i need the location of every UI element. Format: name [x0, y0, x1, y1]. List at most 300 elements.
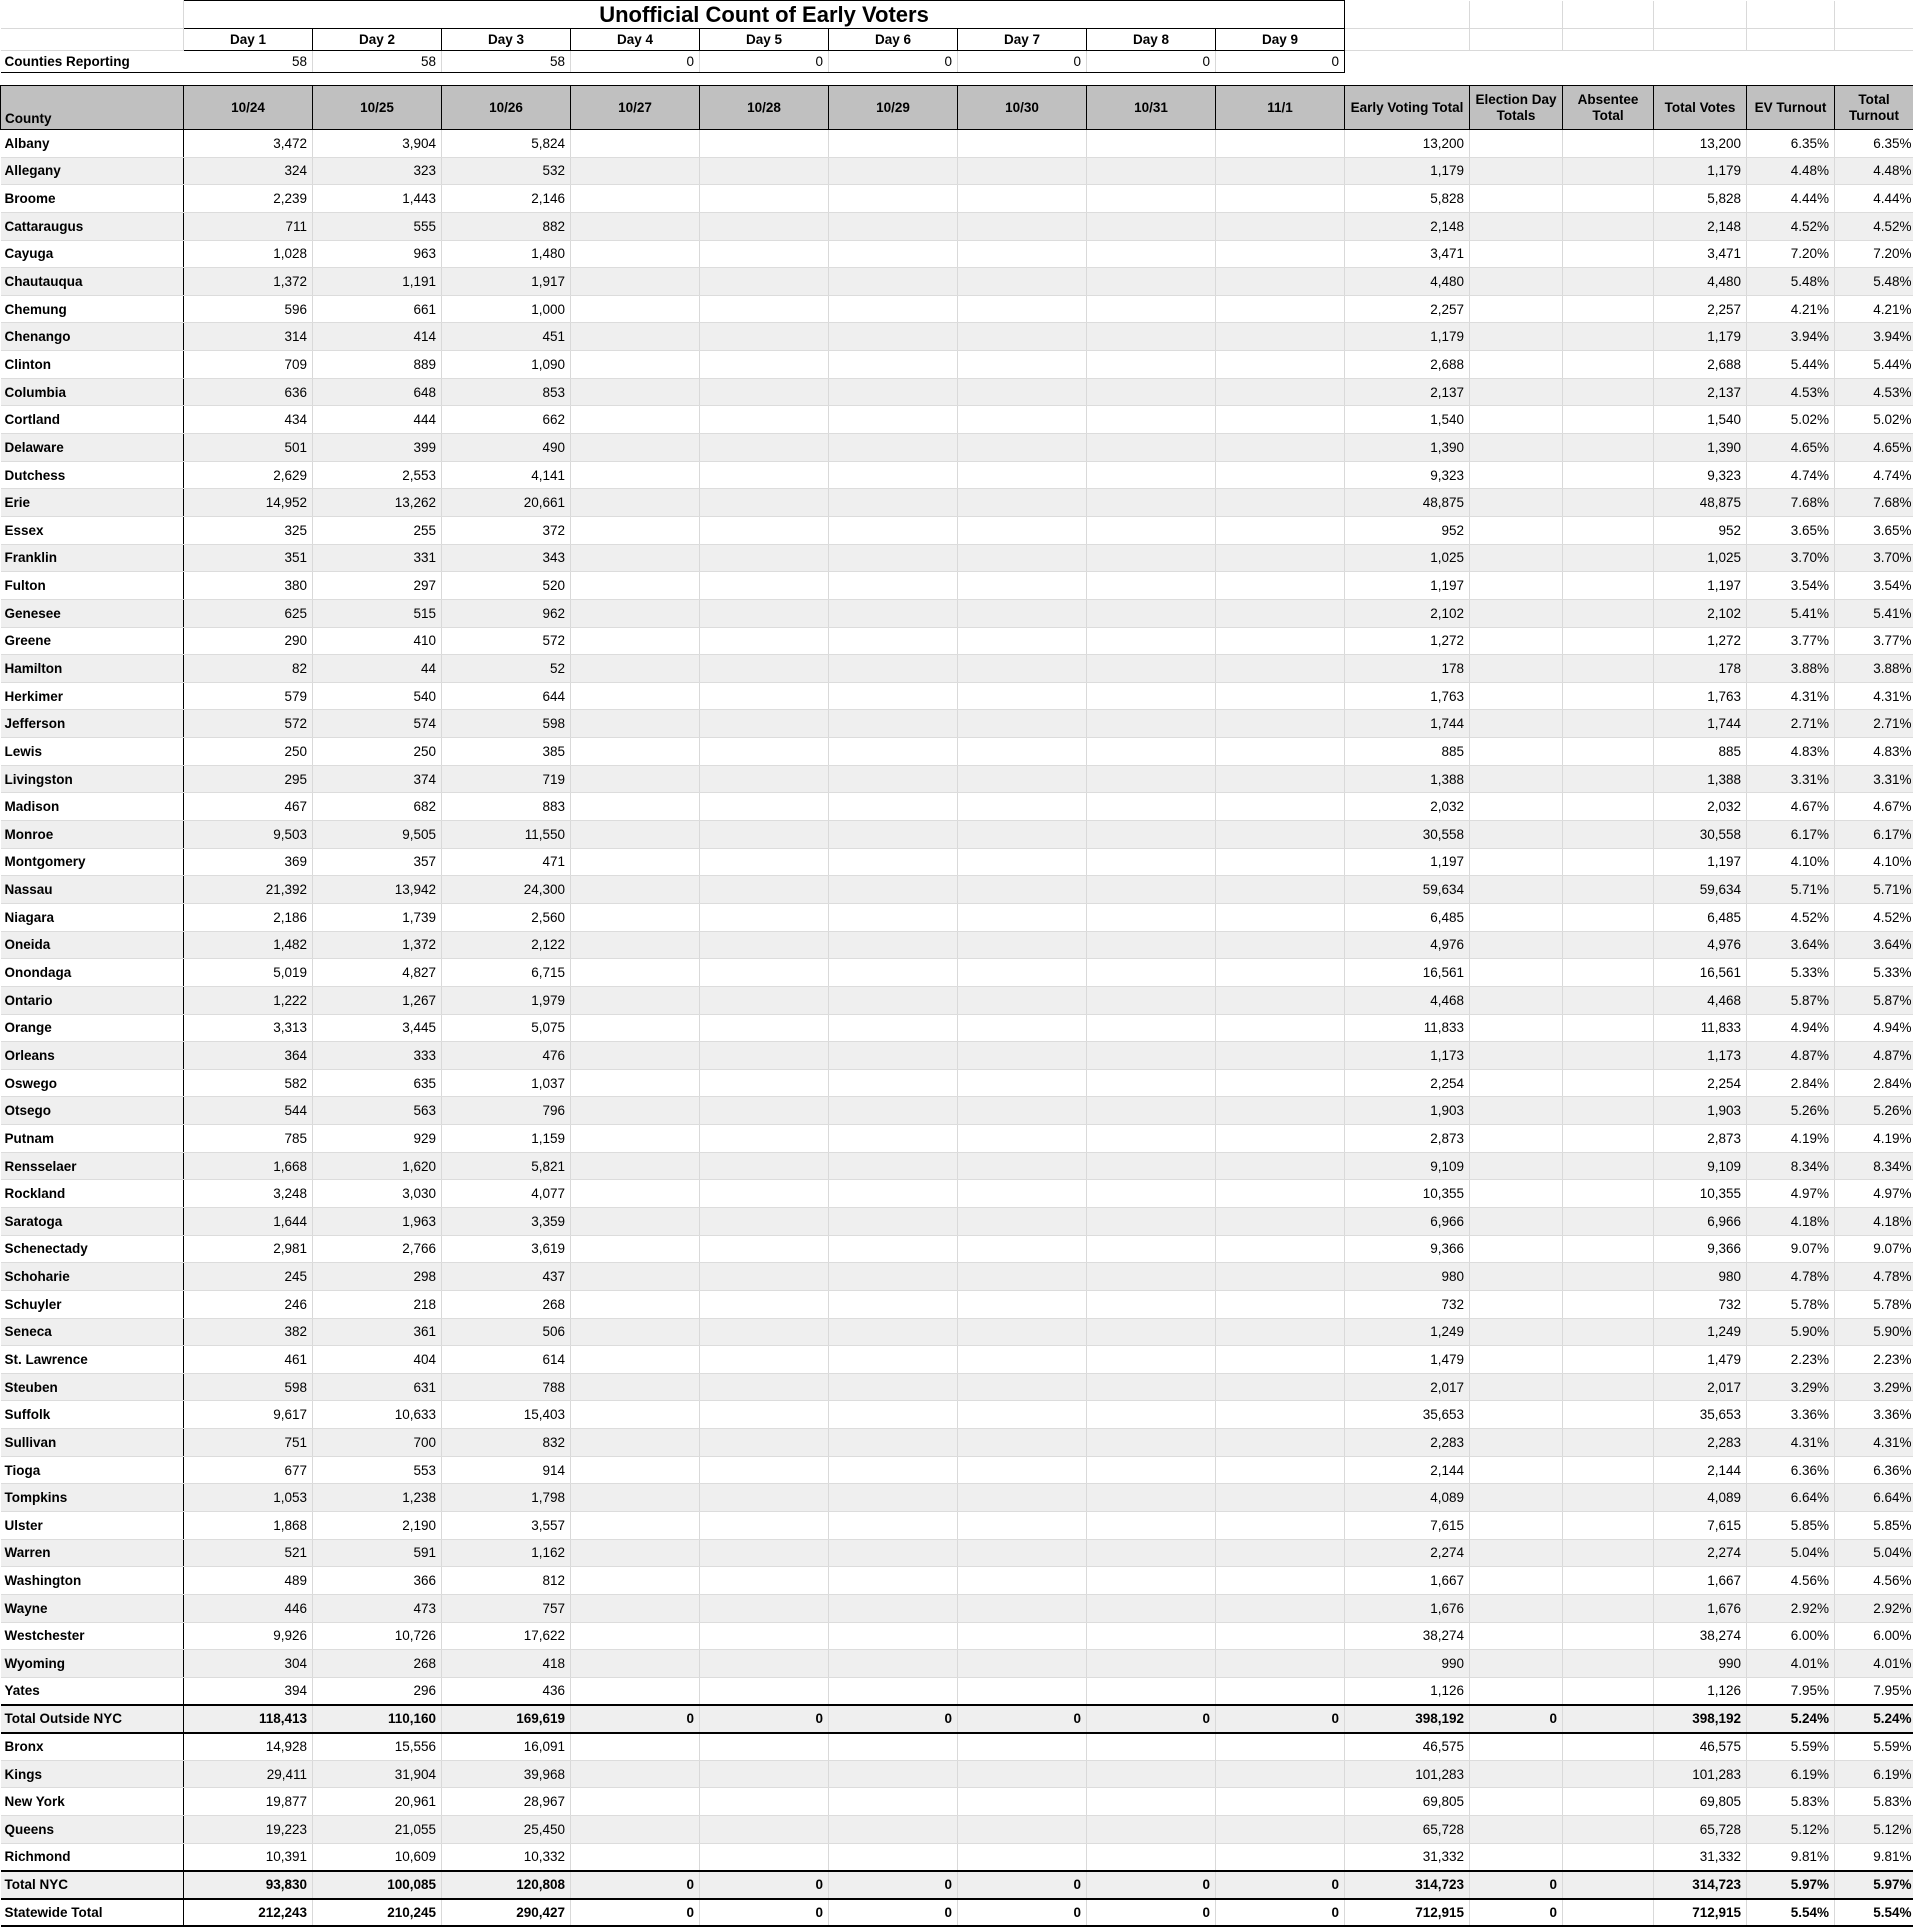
- election-day-total-cell[interactable]: [1470, 793, 1563, 821]
- day-1-value-cell[interactable]: 579: [184, 682, 313, 710]
- day-8-value-cell[interactable]: [1087, 655, 1216, 683]
- early-voting-total-cell[interactable]: 398,192: [1345, 1705, 1470, 1733]
- ev-turnout-cell[interactable]: 6.64%: [1747, 1484, 1835, 1512]
- day-4-value-cell[interactable]: [571, 1097, 700, 1125]
- election-day-total-cell[interactable]: [1470, 406, 1563, 434]
- day-4-value-cell[interactable]: [571, 986, 700, 1014]
- election-day-total-cell[interactable]: [1470, 1567, 1563, 1595]
- counties-reporting-value[interactable]: 58: [313, 51, 442, 73]
- day-9-value-cell[interactable]: [1216, 765, 1345, 793]
- county-name-cell[interactable]: Chautauqua: [1, 268, 184, 296]
- day-2-value-cell[interactable]: 889: [313, 351, 442, 379]
- day-3-value-cell[interactable]: 5,824: [442, 130, 571, 158]
- day-4-value-cell[interactable]: [571, 1567, 700, 1595]
- election-day-total-cell[interactable]: [1470, 1456, 1563, 1484]
- early-voting-total-cell[interactable]: 885: [1345, 738, 1470, 766]
- ev-turnout-cell[interactable]: 5.90%: [1747, 1318, 1835, 1346]
- day-5-value-cell[interactable]: [700, 1373, 829, 1401]
- ev-turnout-cell[interactable]: 5.33%: [1747, 959, 1835, 987]
- day-7-value-cell[interactable]: [958, 1207, 1087, 1235]
- total-votes-cell[interactable]: 65,728: [1654, 1816, 1747, 1844]
- day-5-value-cell[interactable]: 0: [700, 1705, 829, 1733]
- day-3-value-cell[interactable]: 120,808: [442, 1871, 571, 1899]
- absentee-total-cell[interactable]: [1563, 931, 1654, 959]
- day-1-value-cell[interactable]: 250: [184, 738, 313, 766]
- day-1-value-cell[interactable]: 582: [184, 1069, 313, 1097]
- day-1-value-cell[interactable]: 677: [184, 1456, 313, 1484]
- day-8-value-cell[interactable]: [1087, 1760, 1216, 1788]
- date-header-10-25[interactable]: 10/25: [313, 86, 442, 130]
- total-votes-cell[interactable]: 16,561: [1654, 959, 1747, 987]
- day-1-value-cell[interactable]: 304: [184, 1650, 313, 1678]
- day-1-value-cell[interactable]: 521: [184, 1539, 313, 1567]
- day-6-value-cell[interactable]: 0: [829, 1871, 958, 1899]
- day-5-value-cell[interactable]: [700, 351, 829, 379]
- total-votes-cell[interactable]: 1,763: [1654, 682, 1747, 710]
- day-4-value-cell[interactable]: [571, 876, 700, 904]
- election-day-total-cell[interactable]: [1470, 627, 1563, 655]
- election-day-total-cell[interactable]: [1470, 212, 1563, 240]
- day-7-value-cell[interactable]: [958, 1097, 1087, 1125]
- early-voting-total-cell[interactable]: 1,763: [1345, 682, 1470, 710]
- day-4-value-cell[interactable]: [571, 240, 700, 268]
- total-turnout-cell[interactable]: 7.20%: [1835, 240, 1913, 268]
- election-day-total-cell[interactable]: [1470, 848, 1563, 876]
- day-2-value-cell[interactable]: 331: [313, 544, 442, 572]
- day-3-value-cell[interactable]: 832: [442, 1429, 571, 1457]
- early-voting-total-header[interactable]: Early Voting Total: [1345, 86, 1470, 130]
- day-4-value-cell[interactable]: [571, 351, 700, 379]
- day-6-value-cell[interactable]: [829, 1484, 958, 1512]
- election-day-total-cell[interactable]: [1470, 1235, 1563, 1263]
- total-turnout-cell[interactable]: 2.71%: [1835, 710, 1913, 738]
- day-4-value-cell[interactable]: 0: [571, 1871, 700, 1899]
- total-turnout-cell[interactable]: 4.19%: [1835, 1125, 1913, 1153]
- total-turnout-cell[interactable]: 5.48%: [1835, 268, 1913, 296]
- ev-turnout-cell[interactable]: 9.07%: [1747, 1235, 1835, 1263]
- day-5-value-cell[interactable]: [700, 1650, 829, 1678]
- county-name-cell[interactable]: Westchester: [1, 1622, 184, 1650]
- counties-reporting-value[interactable]: 0: [571, 51, 700, 73]
- early-voting-total-cell[interactable]: 1,173: [1345, 1042, 1470, 1070]
- day-7-value-cell[interactable]: [958, 1760, 1087, 1788]
- absentee-total-cell[interactable]: [1563, 240, 1654, 268]
- total-turnout-cell[interactable]: 4.52%: [1835, 903, 1913, 931]
- ev-turnout-cell[interactable]: 4.97%: [1747, 1180, 1835, 1208]
- county-name-cell[interactable]: Total NYC: [1, 1871, 184, 1899]
- counties-reporting-value[interactable]: 0: [1087, 51, 1216, 73]
- day-4-value-cell[interactable]: [571, 1290, 700, 1318]
- early-voting-total-cell[interactable]: 31,332: [1345, 1843, 1470, 1871]
- absentee-total-cell[interactable]: [1563, 1125, 1654, 1153]
- day-8-value-cell[interactable]: [1087, 1235, 1216, 1263]
- election-day-total-cell[interactable]: [1470, 378, 1563, 406]
- total-turnout-cell[interactable]: 3.94%: [1835, 323, 1913, 351]
- election-day-total-cell[interactable]: [1470, 599, 1563, 627]
- county-name-cell[interactable]: Rockland: [1, 1180, 184, 1208]
- day-1-value-cell[interactable]: 29,411: [184, 1760, 313, 1788]
- election-day-total-cell[interactable]: [1470, 1346, 1563, 1374]
- total-turnout-cell[interactable]: 6.64%: [1835, 1484, 1913, 1512]
- day-4-value-cell[interactable]: [571, 1180, 700, 1208]
- ev-turnout-cell[interactable]: 5.78%: [1747, 1290, 1835, 1318]
- total-votes-cell[interactable]: 1,173: [1654, 1042, 1747, 1070]
- day-1-value-cell[interactable]: 1,868: [184, 1512, 313, 1540]
- county-name-cell[interactable]: Genesee: [1, 599, 184, 627]
- total-votes-cell[interactable]: 10,355: [1654, 1180, 1747, 1208]
- date-header-10-26[interactable]: 10/26: [442, 86, 571, 130]
- day-3-value-cell[interactable]: 1,159: [442, 1125, 571, 1153]
- election-day-total-cell[interactable]: [1470, 1733, 1563, 1761]
- county-name-cell[interactable]: Greene: [1, 627, 184, 655]
- day-3-value-cell[interactable]: 757: [442, 1594, 571, 1622]
- day-4-value-cell[interactable]: [571, 1125, 700, 1153]
- day-4-value-cell[interactable]: [571, 1346, 700, 1374]
- day-5-value-cell[interactable]: [700, 931, 829, 959]
- day-9-value-cell[interactable]: [1216, 489, 1345, 517]
- ev-turnout-cell[interactable]: 4.48%: [1747, 157, 1835, 185]
- total-votes-cell[interactable]: 7,615: [1654, 1512, 1747, 1540]
- election-day-total-cell[interactable]: [1470, 240, 1563, 268]
- day-8-value-cell[interactable]: [1087, 1373, 1216, 1401]
- day-9-value-cell[interactable]: [1216, 793, 1345, 821]
- day-3-value-cell[interactable]: 52: [442, 655, 571, 683]
- absentee-total-cell[interactable]: [1563, 1512, 1654, 1540]
- total-turnout-cell[interactable]: 4.97%: [1835, 1180, 1913, 1208]
- day-9-value-cell[interactable]: [1216, 931, 1345, 959]
- day-3-value-cell[interactable]: 520: [442, 572, 571, 600]
- county-name-cell[interactable]: Oneida: [1, 931, 184, 959]
- day-6-value-cell[interactable]: [829, 1539, 958, 1567]
- day-4-value-cell[interactable]: [571, 434, 700, 462]
- day-1-value-cell[interactable]: 489: [184, 1567, 313, 1595]
- county-name-cell[interactable]: Jefferson: [1, 710, 184, 738]
- day-3-value-cell[interactable]: 662: [442, 406, 571, 434]
- absentee-total-cell[interactable]: [1563, 378, 1654, 406]
- total-turnout-cell[interactable]: 4.44%: [1835, 185, 1913, 213]
- day-7-value-cell[interactable]: [958, 1401, 1087, 1429]
- day-2-value-cell[interactable]: 323: [313, 157, 442, 185]
- day-3-value-cell[interactable]: 10,332: [442, 1843, 571, 1871]
- day-7-value-cell[interactable]: [958, 323, 1087, 351]
- day-5-value-cell[interactable]: [700, 793, 829, 821]
- day-6-value-cell[interactable]: [829, 738, 958, 766]
- day-5-value-cell[interactable]: [700, 1733, 829, 1761]
- county-name-cell[interactable]: Kings: [1, 1760, 184, 1788]
- ev-turnout-cell[interactable]: 3.54%: [1747, 572, 1835, 600]
- day-2-value-cell[interactable]: 410: [313, 627, 442, 655]
- ev-turnout-cell[interactable]: 3.70%: [1747, 544, 1835, 572]
- early-voting-total-cell[interactable]: 314,723: [1345, 1871, 1470, 1899]
- ev-turnout-cell[interactable]: 6.36%: [1747, 1456, 1835, 1484]
- total-turnout-cell[interactable]: 5.97%: [1835, 1871, 1913, 1899]
- day-2-value-cell[interactable]: 3,445: [313, 1014, 442, 1042]
- day-7-value-cell[interactable]: [958, 130, 1087, 158]
- total-votes-cell[interactable]: 1,388: [1654, 765, 1747, 793]
- day-7-value-cell[interactable]: [958, 157, 1087, 185]
- total-turnout-cell[interactable]: 4.48%: [1835, 157, 1913, 185]
- absentee-total-cell[interactable]: [1563, 876, 1654, 904]
- election-day-total-cell[interactable]: [1470, 572, 1563, 600]
- total-votes-cell[interactable]: 712,915: [1654, 1899, 1747, 1927]
- ev-turnout-cell[interactable]: 5.48%: [1747, 268, 1835, 296]
- early-voting-total-cell[interactable]: 4,976: [1345, 931, 1470, 959]
- county-name-cell[interactable]: Total Outside NYC: [1, 1705, 184, 1733]
- absentee-total-cell[interactable]: [1563, 1539, 1654, 1567]
- day-6-value-cell[interactable]: [829, 378, 958, 406]
- day-8-value-cell[interactable]: [1087, 821, 1216, 849]
- day-8-value-cell[interactable]: [1087, 986, 1216, 1014]
- counties-reporting-value[interactable]: 0: [1216, 51, 1345, 73]
- day-9-value-cell[interactable]: [1216, 130, 1345, 158]
- day-9-value-cell[interactable]: [1216, 461, 1345, 489]
- day-6-value-cell[interactable]: [829, 1512, 958, 1540]
- early-voting-total-cell[interactable]: 101,283: [1345, 1760, 1470, 1788]
- total-votes-cell[interactable]: 2,102: [1654, 599, 1747, 627]
- day-9-value-cell[interactable]: [1216, 516, 1345, 544]
- total-votes-cell[interactable]: 3,471: [1654, 240, 1747, 268]
- total-turnout-cell[interactable]: 5.33%: [1835, 959, 1913, 987]
- day-8-value-cell[interactable]: [1087, 1152, 1216, 1180]
- day-4-value-cell[interactable]: [571, 1152, 700, 1180]
- day-8-value-cell[interactable]: [1087, 1788, 1216, 1816]
- election-day-total-cell[interactable]: [1470, 1069, 1563, 1097]
- day-1-value-cell[interactable]: 1,053: [184, 1484, 313, 1512]
- day-7-value-cell[interactable]: [958, 461, 1087, 489]
- day-2-header[interactable]: Day 2: [313, 29, 442, 51]
- day-7-value-cell[interactable]: [958, 1594, 1087, 1622]
- early-voting-total-cell[interactable]: 1,390: [1345, 434, 1470, 462]
- day-3-value-cell[interactable]: 1,090: [442, 351, 571, 379]
- day-2-value-cell[interactable]: 591: [313, 1539, 442, 1567]
- day-1-value-cell[interactable]: 501: [184, 434, 313, 462]
- county-name-cell[interactable]: Washington: [1, 1567, 184, 1595]
- total-votes-cell[interactable]: 1,249: [1654, 1318, 1747, 1346]
- total-votes-cell[interactable]: 101,283: [1654, 1760, 1747, 1788]
- early-voting-total-cell[interactable]: 10,355: [1345, 1180, 1470, 1208]
- day-2-value-cell[interactable]: 1,739: [313, 903, 442, 931]
- day-7-value-cell[interactable]: [958, 876, 1087, 904]
- total-turnout-cell[interactable]: 4.78%: [1835, 1263, 1913, 1291]
- day-3-value-cell[interactable]: 506: [442, 1318, 571, 1346]
- day-1-value-cell[interactable]: 19,877: [184, 1788, 313, 1816]
- day-7-value-cell[interactable]: [958, 406, 1087, 434]
- day-3-value-cell[interactable]: 437: [442, 1263, 571, 1291]
- day-9-value-cell[interactable]: [1216, 1401, 1345, 1429]
- day-9-value-cell[interactable]: [1216, 1733, 1345, 1761]
- total-votes-cell[interactable]: 2,688: [1654, 351, 1747, 379]
- election-day-total-cell[interactable]: [1470, 1622, 1563, 1650]
- total-votes-cell[interactable]: 1,479: [1654, 1346, 1747, 1374]
- election-day-total-cell[interactable]: [1470, 931, 1563, 959]
- absentee-total-cell[interactable]: [1563, 959, 1654, 987]
- day-4-value-cell[interactable]: 0: [571, 1899, 700, 1927]
- day-6-value-cell[interactable]: [829, 1207, 958, 1235]
- absentee-total-cell[interactable]: [1563, 323, 1654, 351]
- ev-turnout-cell[interactable]: 9.81%: [1747, 1843, 1835, 1871]
- early-voting-total-cell[interactable]: 1,479: [1345, 1346, 1470, 1374]
- total-turnout-cell[interactable]: 4.31%: [1835, 682, 1913, 710]
- day-9-header[interactable]: Day 9: [1216, 29, 1345, 51]
- county-name-cell[interactable]: Livingston: [1, 765, 184, 793]
- total-turnout-cell[interactable]: 5.41%: [1835, 599, 1913, 627]
- day-2-value-cell[interactable]: 20,961: [313, 1788, 442, 1816]
- day-7-value-cell[interactable]: [958, 572, 1087, 600]
- absentee-total-cell[interactable]: [1563, 1180, 1654, 1208]
- election-day-total-cell[interactable]: [1470, 185, 1563, 213]
- election-day-total-cell[interactable]: [1470, 1484, 1563, 1512]
- day-7-value-cell[interactable]: [958, 351, 1087, 379]
- county-name-cell[interactable]: Allegany: [1, 157, 184, 185]
- day-2-value-cell[interactable]: 218: [313, 1290, 442, 1318]
- day-8-value-cell[interactable]: [1087, 959, 1216, 987]
- day-5-value-cell[interactable]: [700, 1152, 829, 1180]
- absentee-total-cell[interactable]: [1563, 793, 1654, 821]
- day-4-value-cell[interactable]: [571, 1401, 700, 1429]
- county-name-cell[interactable]: Montgomery: [1, 848, 184, 876]
- day-3-value-cell[interactable]: 1,037: [442, 1069, 571, 1097]
- total-votes-cell[interactable]: 1,025: [1654, 544, 1747, 572]
- day-8-value-cell[interactable]: [1087, 903, 1216, 931]
- day-8-value-cell[interactable]: 0: [1087, 1899, 1216, 1927]
- day-5-value-cell[interactable]: [700, 378, 829, 406]
- day-6-value-cell[interactable]: [829, 489, 958, 517]
- absentee-total-cell[interactable]: [1563, 1373, 1654, 1401]
- absentee-total-cell[interactable]: [1563, 1788, 1654, 1816]
- election-day-total-cell[interactable]: [1470, 876, 1563, 904]
- day-4-value-cell[interactable]: [571, 185, 700, 213]
- early-voting-total-cell[interactable]: 2,032: [1345, 793, 1470, 821]
- day-2-value-cell[interactable]: 10,609: [313, 1843, 442, 1871]
- day-8-value-cell[interactable]: [1087, 1097, 1216, 1125]
- total-turnout-cell[interactable]: 2.92%: [1835, 1594, 1913, 1622]
- total-turnout-cell[interactable]: 5.44%: [1835, 351, 1913, 379]
- early-voting-total-cell[interactable]: 69,805: [1345, 1788, 1470, 1816]
- day-8-value-cell[interactable]: [1087, 876, 1216, 904]
- election-day-total-cell[interactable]: [1470, 1373, 1563, 1401]
- total-turnout-cell[interactable]: 2.84%: [1835, 1069, 1913, 1097]
- day-5-value-cell[interactable]: [700, 185, 829, 213]
- early-voting-total-cell[interactable]: 46,575: [1345, 1733, 1470, 1761]
- total-votes-cell[interactable]: 885: [1654, 738, 1747, 766]
- day-6-value-cell[interactable]: [829, 1816, 958, 1844]
- county-name-cell[interactable]: Hamilton: [1, 655, 184, 683]
- day-7-value-cell[interactable]: [958, 931, 1087, 959]
- day-5-value-cell[interactable]: [700, 1484, 829, 1512]
- day-2-value-cell[interactable]: 374: [313, 765, 442, 793]
- day-8-value-cell[interactable]: [1087, 1014, 1216, 1042]
- day-6-value-cell[interactable]: [829, 1567, 958, 1595]
- absentee-total-cell[interactable]: [1563, 1677, 1654, 1705]
- day-2-value-cell[interactable]: 1,963: [313, 1207, 442, 1235]
- day-1-value-cell[interactable]: 467: [184, 793, 313, 821]
- day-3-value-cell[interactable]: 1,798: [442, 1484, 571, 1512]
- day-3-value-cell[interactable]: 4,141: [442, 461, 571, 489]
- total-votes-cell[interactable]: 2,254: [1654, 1069, 1747, 1097]
- day-6-value-cell[interactable]: [829, 240, 958, 268]
- day-2-value-cell[interactable]: 298: [313, 1263, 442, 1291]
- early-voting-total-cell[interactable]: 6,966: [1345, 1207, 1470, 1235]
- early-voting-total-cell[interactable]: 2,274: [1345, 1539, 1470, 1567]
- day-9-value-cell[interactable]: [1216, 1318, 1345, 1346]
- ev-turnout-header[interactable]: EV Turnout: [1747, 86, 1835, 130]
- day-2-value-cell[interactable]: 553: [313, 1456, 442, 1484]
- day-4-value-cell[interactable]: [571, 1733, 700, 1761]
- day-4-value-cell[interactable]: [571, 1816, 700, 1844]
- day-8-value-cell[interactable]: [1087, 130, 1216, 158]
- election-day-total-cell[interactable]: [1470, 1263, 1563, 1291]
- day-9-value-cell[interactable]: [1216, 212, 1345, 240]
- early-voting-total-cell[interactable]: 4,089: [1345, 1484, 1470, 1512]
- ev-turnout-cell[interactable]: 4.52%: [1747, 212, 1835, 240]
- day-1-value-cell[interactable]: 544: [184, 1097, 313, 1125]
- total-turnout-cell[interactable]: 5.87%: [1835, 986, 1913, 1014]
- day-7-value-cell[interactable]: [958, 1125, 1087, 1153]
- day-4-value-cell[interactable]: [571, 1456, 700, 1484]
- day-2-value-cell[interactable]: 1,238: [313, 1484, 442, 1512]
- day-5-value-cell[interactable]: [700, 461, 829, 489]
- day-8-value-cell[interactable]: [1087, 599, 1216, 627]
- ev-turnout-cell[interactable]: 3.31%: [1747, 765, 1835, 793]
- total-votes-cell[interactable]: 4,480: [1654, 268, 1747, 296]
- ev-turnout-cell[interactable]: 5.71%: [1747, 876, 1835, 904]
- day-2-value-cell[interactable]: 661: [313, 295, 442, 323]
- day-8-value-cell[interactable]: [1087, 461, 1216, 489]
- day-3-value-cell[interactable]: 268: [442, 1290, 571, 1318]
- day-2-value-cell[interactable]: 31,904: [313, 1760, 442, 1788]
- day-3-value-cell[interactable]: 796: [442, 1097, 571, 1125]
- day-2-value-cell[interactable]: 2,766: [313, 1235, 442, 1263]
- total-votes-cell[interactable]: 1,676: [1654, 1594, 1747, 1622]
- absentee-total-cell[interactable]: [1563, 516, 1654, 544]
- day-3-value-cell[interactable]: 6,715: [442, 959, 571, 987]
- day-6-value-cell[interactable]: [829, 876, 958, 904]
- county-name-cell[interactable]: Delaware: [1, 434, 184, 462]
- day-2-value-cell[interactable]: 1,372: [313, 931, 442, 959]
- total-votes-cell[interactable]: 13,200: [1654, 130, 1747, 158]
- day-5-value-cell[interactable]: [700, 627, 829, 655]
- county-name-cell[interactable]: Fulton: [1, 572, 184, 600]
- day-8-value-cell[interactable]: [1087, 931, 1216, 959]
- day-1-value-cell[interactable]: 382: [184, 1318, 313, 1346]
- day-8-value-cell[interactable]: [1087, 516, 1216, 544]
- day-1-value-cell[interactable]: 295: [184, 765, 313, 793]
- day-1-value-cell[interactable]: 3,248: [184, 1180, 313, 1208]
- day-7-value-cell[interactable]: [958, 1042, 1087, 1070]
- total-turnout-cell[interactable]: 4.74%: [1835, 461, 1913, 489]
- day-3-value-cell[interactable]: 532: [442, 157, 571, 185]
- total-votes-cell[interactable]: 46,575: [1654, 1733, 1747, 1761]
- day-7-value-cell[interactable]: [958, 1014, 1087, 1042]
- total-turnout-cell[interactable]: 4.31%: [1835, 1429, 1913, 1457]
- day-3-value-cell[interactable]: 719: [442, 765, 571, 793]
- election-day-total-cell[interactable]: [1470, 1539, 1563, 1567]
- county-name-cell[interactable]: Sullivan: [1, 1429, 184, 1457]
- day-5-value-cell[interactable]: [700, 1429, 829, 1457]
- day-8-value-cell[interactable]: [1087, 1042, 1216, 1070]
- day-4-value-cell[interactable]: [571, 1318, 700, 1346]
- total-turnout-cell[interactable]: 3.77%: [1835, 627, 1913, 655]
- day-6-value-cell[interactable]: [829, 1042, 958, 1070]
- day-9-value-cell[interactable]: [1216, 1622, 1345, 1650]
- ev-turnout-cell[interactable]: 4.52%: [1747, 903, 1835, 931]
- total-votes-cell[interactable]: 1,179: [1654, 157, 1747, 185]
- total-votes-cell[interactable]: 48,875: [1654, 489, 1747, 517]
- day-7-value-cell[interactable]: [958, 212, 1087, 240]
- county-name-cell[interactable]: Suffolk: [1, 1401, 184, 1429]
- total-votes-cell[interactable]: 2,032: [1654, 793, 1747, 821]
- day-4-value-cell[interactable]: [571, 212, 700, 240]
